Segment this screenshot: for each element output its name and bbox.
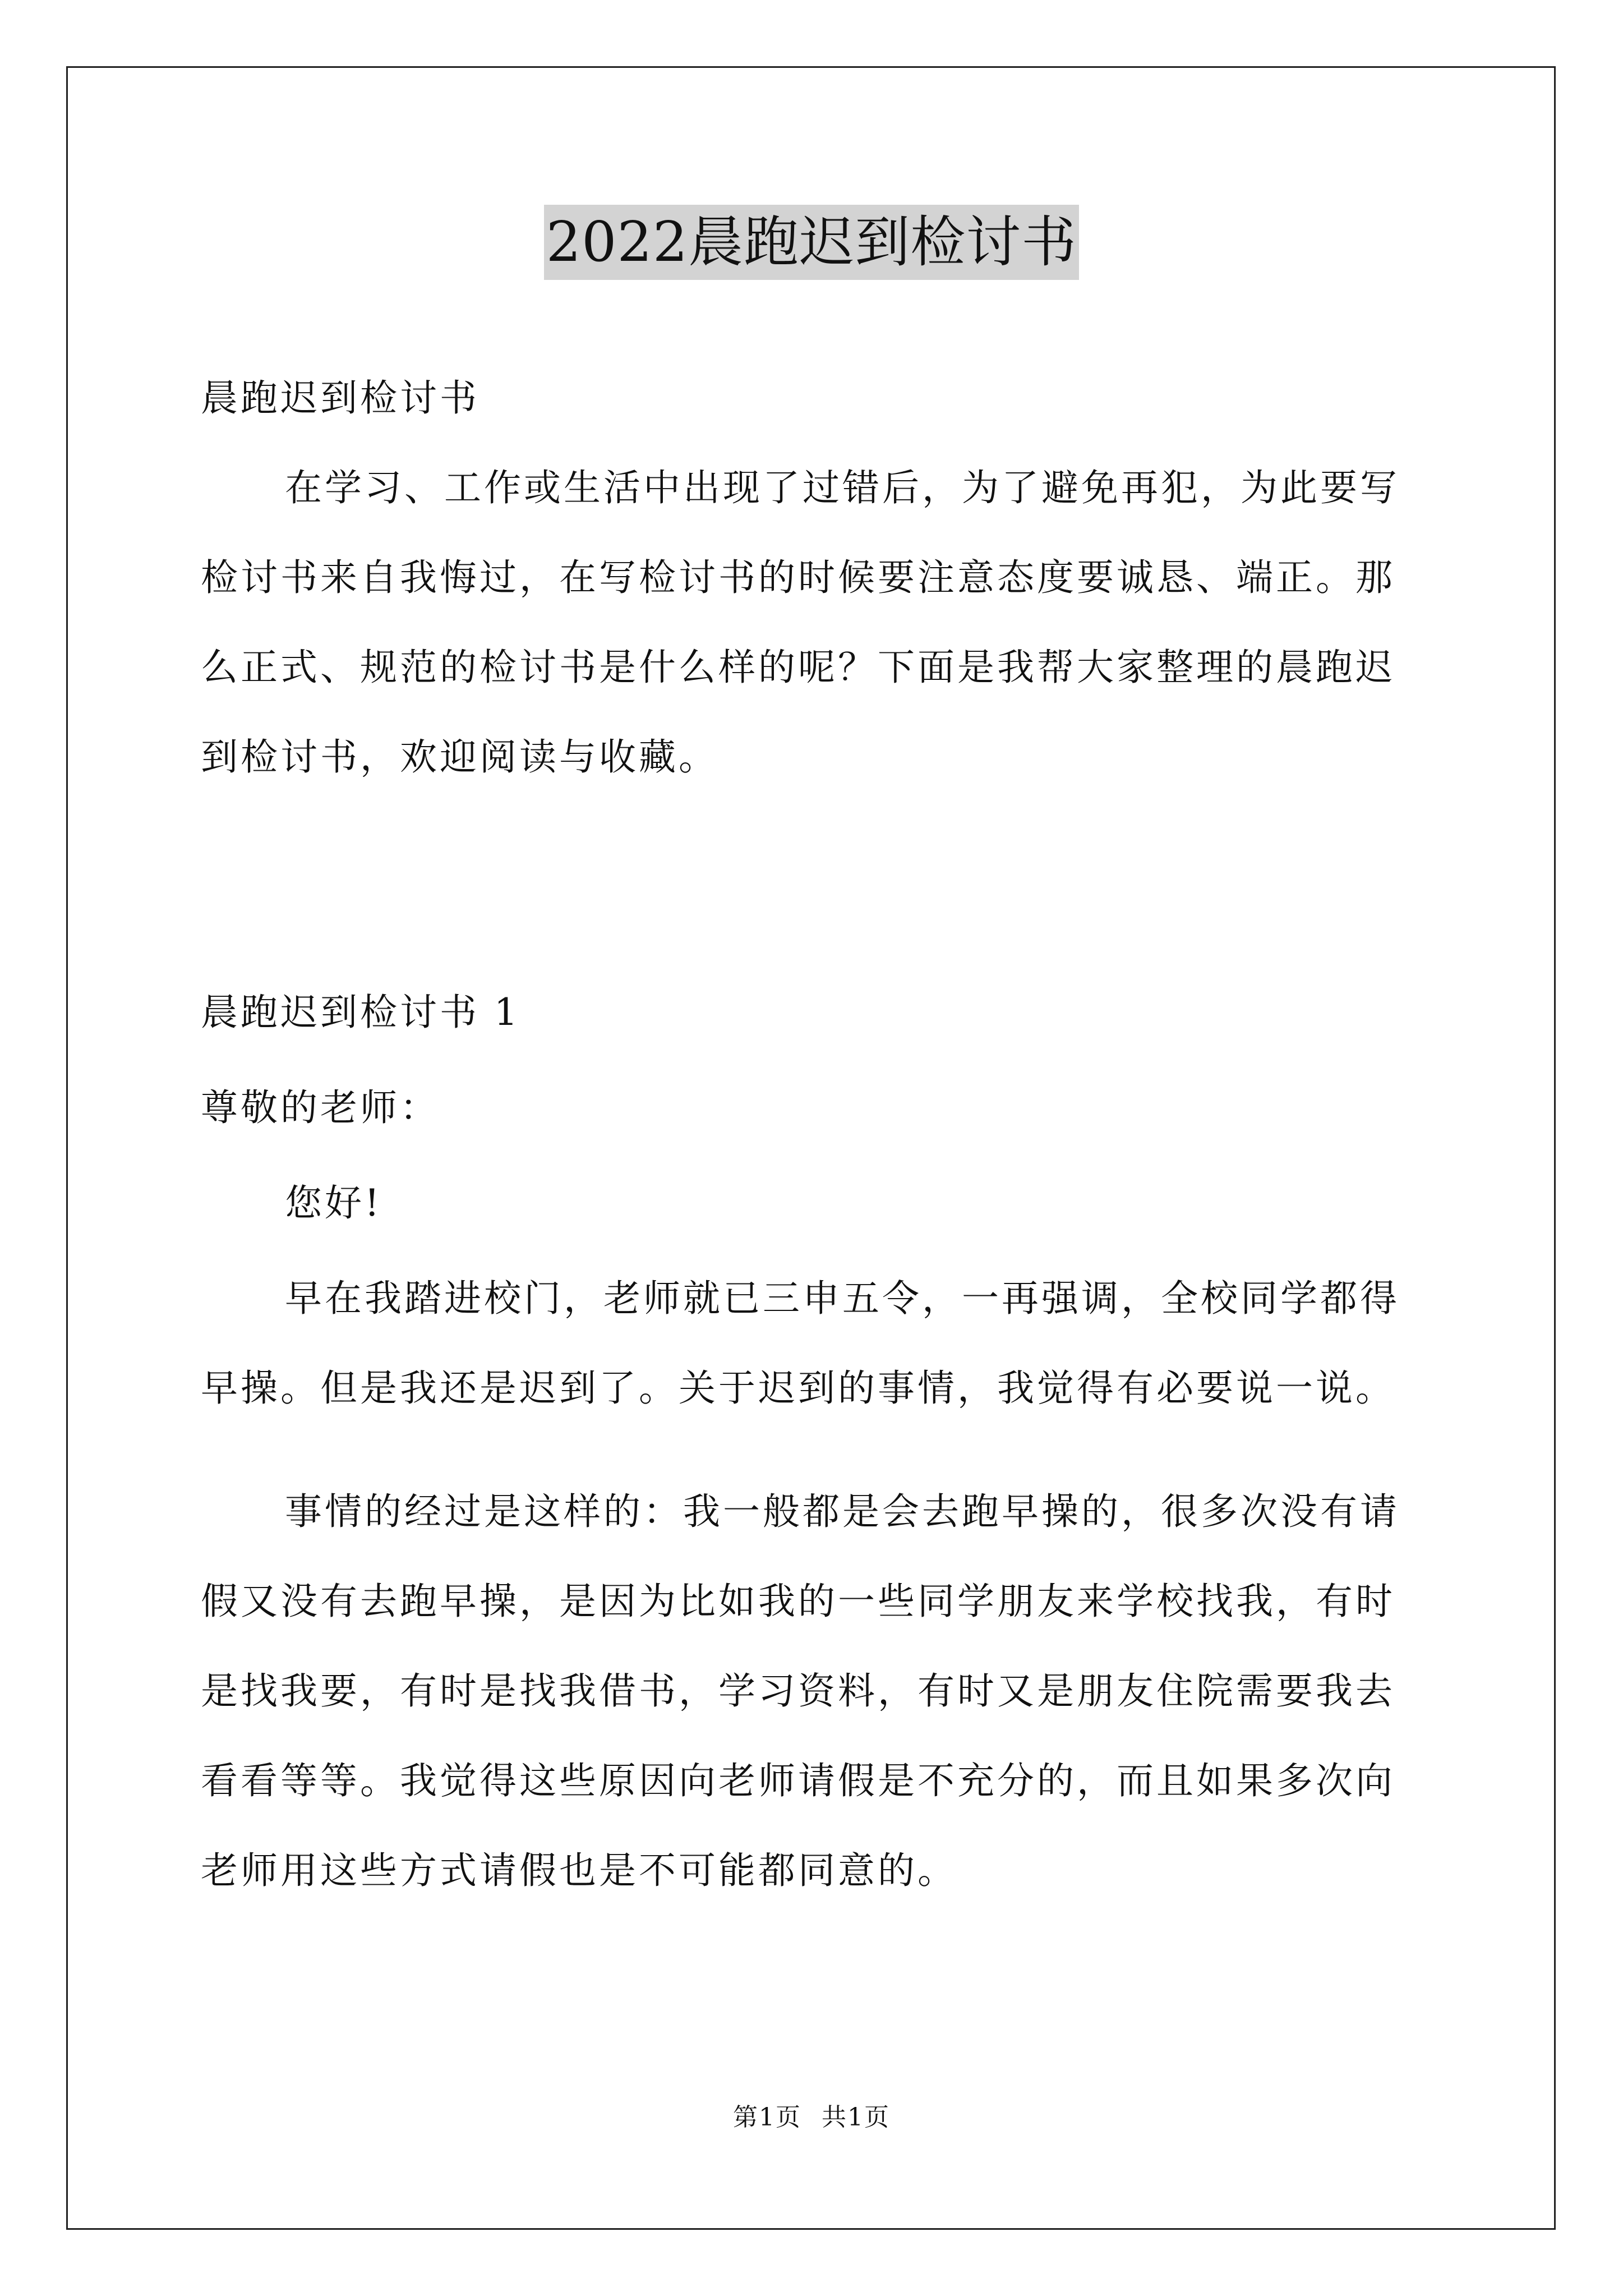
section-heading: 晨跑迟到检讨书 1 <box>201 991 520 1034</box>
page-footer <box>0 2101 1623 2134</box>
intro-paragraph <box>201 443 1423 802</box>
page-number-current: 第1页 <box>733 2103 801 2132</box>
document-title: 2022晨跑迟到检讨书 <box>544 205 1079 280</box>
paragraph-line: 看看等等。我觉得这些原因向老师请假是不充分的，而且如果多次向 <box>201 1759 1395 1802</box>
paragraph-line: 早在我踏进校门，老师就已三申五令，一再强调，全校同学都得 <box>285 1277 1400 1320</box>
salutation: 尊敬的老师： <box>201 1086 440 1129</box>
intro-line: 到检讨书，欢迎阅读与收藏。 <box>201 735 718 779</box>
paragraph-line: 老师用这些方式请假也是不可能都同意的。 <box>201 1849 957 1892</box>
subtitle: 晨跑迟到检讨书 <box>201 376 479 420</box>
greeting: 您好! <box>285 1181 382 1225</box>
paragraph-line: 假又没有去跑早操，是因为比如我的一些同学朋友来学校找我，有时 <box>201 1580 1395 1623</box>
intro-line: 在学习、工作或生活中出现了过错后，为了避免再犯，为此要写 <box>285 466 1400 509</box>
paragraph-line: 是找我要，有时是找我借书，学习资料，有时又是朋友住院需要我去 <box>201 1669 1395 1713</box>
paragraph-line: 早操。但是我还是迟到了。关于迟到的事情，我觉得有必要说一说。 <box>201 1366 1395 1410</box>
paragraph-2 <box>201 1467 1423 1916</box>
page-number-total: 共1页 <box>822 2103 890 2132</box>
intro-line: 检讨书来自我悔过，在写检讨书的时候要注意态度要诚恳、端正。那 <box>201 556 1395 599</box>
paragraph-1 <box>201 1254 1423 1433</box>
intro-line: 么正式、规范的检讨书是什么样的呢？下面是我帮大家整理的晨跑迟 <box>201 646 1395 689</box>
paragraph-line: 事情的经过是这样的：我一般都是会去跑早操的，很多次没有请 <box>285 1490 1400 1533</box>
title-container <box>0 205 1623 280</box>
